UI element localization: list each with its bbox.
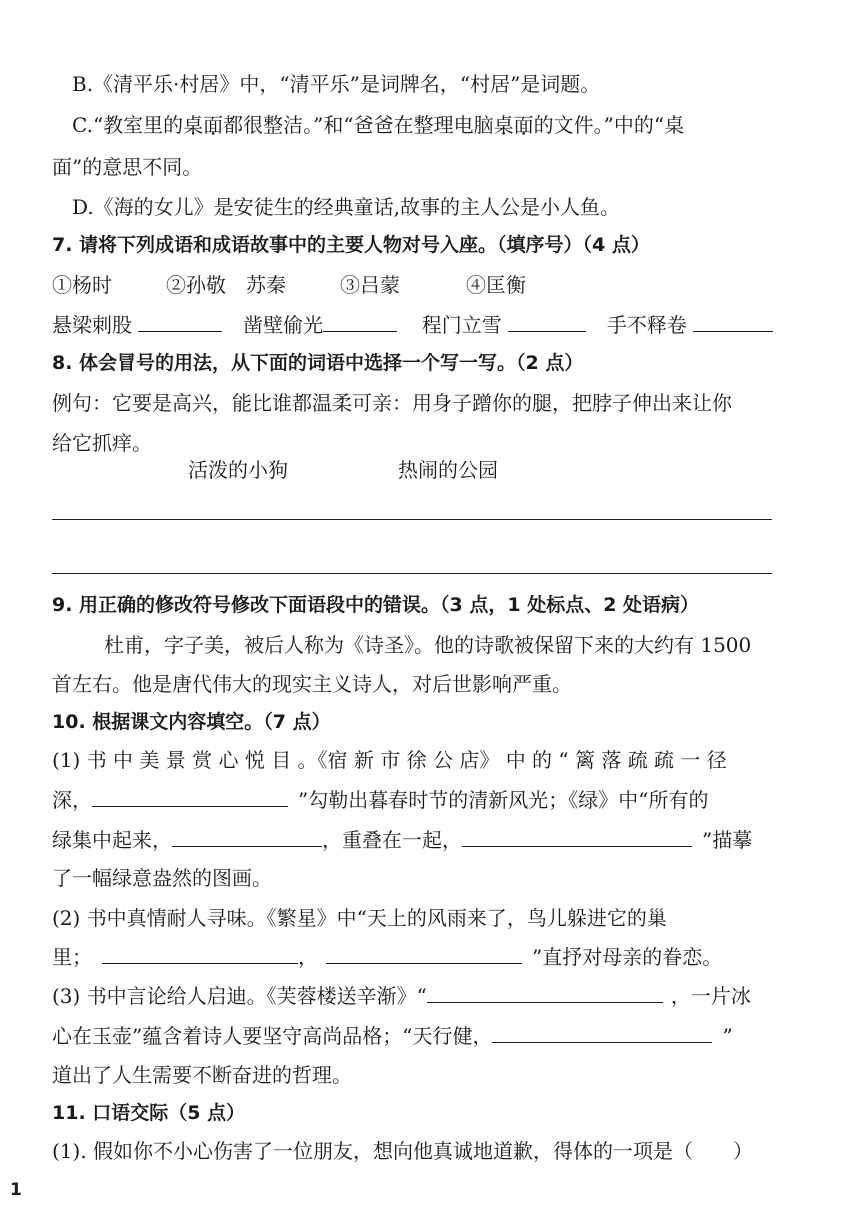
q10-s2-line2 [52,943,722,971]
answer-blank[interactable] [138,313,222,332]
person-3: ③吕蒙 [340,273,400,297]
question-8-title: 8. 体会冒号的用法，从下面的词语中选择一个写一写。（2 点） [52,352,584,374]
answer-blank[interactable] [172,828,322,847]
q9-passage-1: 杜甫，字子美，被后人称为《诗圣》。他的诗歌被保留下来的大约有 1500 [104,633,752,657]
text: ”直抒对母亲的眷恋。 [532,945,723,969]
text: ， [298,945,318,969]
writing-line[interactable] [52,519,772,520]
q10-s1-line1: (1) 书 中 美 景 赏 心 悦 目 。《宿 新 市 徐 公 店》 中 的 “ 篱 落 疏 疏 一 径 [52,748,727,772]
q11-s1: (1). 假如你不小心伤害了一位朋友，想向他真诚地道歉，得体的一项是（ ） [52,1139,754,1163]
text: ，重叠在一起， [322,828,462,852]
question-9-title: 9. 用正确的修改符号修改下面语段中的错误。（3 点，1 处标点、2 处语病） [52,594,700,616]
emphasis-char: 面 [513,113,534,137]
person-4: ④匡衡 [466,273,526,297]
page-number: 1 [10,1180,22,1200]
text: (3) 书中言论给人启迪。《芙蓉楼送辛渐》“ [52,984,427,1008]
q8-example-2: 给它抓痒。 [52,431,152,455]
idiom-4: 手不释卷 [606,313,687,337]
option-c-text-b: 都很整洁。”和“爸爸在整理电脑 [223,113,494,137]
q8-word-2: 热闹的公园 [398,458,498,482]
option-c-text-a: C.“教室里的 [72,113,184,137]
q9-passage-2: 首左右。他是唐代伟大的现实主义诗人，对后世影响严重。 [52,672,572,696]
emphasis-char: 面 [203,113,224,137]
text: ”勾勒出暮春时节的清新风光；《绿》中“所有的 [298,788,709,812]
q7-people [52,271,526,299]
text: 心在玉壶”蕴含着诗人要坚守高尚品格；“天行健， [52,1024,493,1048]
text: 绿集中起来， [52,828,172,852]
q10-s3-line3: 道出了人生需要不断奋进的哲理。 [52,1063,352,1087]
answer-blank[interactable] [462,828,692,847]
idiom-2: 凿壁偷光 [243,313,324,337]
answer-blank[interactable] [427,984,663,1003]
writing-line[interactable] [52,573,772,574]
question-11-title: 11. 口语交际（5 点） [52,1102,246,1124]
idiom-3: 程门立雪 [421,313,502,337]
text: ，一片冰 [670,984,751,1008]
q10-s1-line3 [52,826,752,854]
person-1: ①杨时 [52,273,112,297]
q10-s3-line2 [52,1022,733,1050]
q7-idioms [52,311,773,339]
option-d: D.《海的女儿》是安徒生的经典童话,故事的主人公是小人鱼。 [72,195,621,219]
question-7-title: 7. 请将下列成语和成语故事中的主要人物对号入座。（填序号）（4 点） [52,234,650,256]
q10-s2-line1: (2) 书中真情耐人寻味。《繁星》中“天上的风雨来了，鸟儿躲进它的巢 [52,906,667,930]
q8-word-1: 活泼的小狗 [188,458,288,482]
q10-s1-line4: 了一幅绿意盎然的图画。 [52,866,272,890]
option-c-cont: 面”的意思不同。 [52,155,203,179]
answer-blank[interactable] [102,945,298,964]
text: 里； [52,945,92,969]
text: ” [722,1024,733,1048]
answer-blank[interactable] [323,313,397,332]
answer-blank[interactable] [508,313,586,332]
question-10-title: 10. 根据课文内容填空。（7 点） [52,711,331,733]
emphasis-char: 桌 [493,113,514,137]
answer-blank[interactable] [326,945,522,964]
emphasis-char: 桌 [183,113,204,137]
person-2: ②孙敬 苏秦 [166,273,286,297]
idiom-1: 悬梁刺股 [52,313,132,337]
option-b: B.《清平乐·村居》中，“清平乐”是词牌名，“村居”是词题。 [72,72,601,96]
q10-s1-line2 [52,786,708,814]
text: 深， [52,788,92,812]
answer-blank[interactable] [693,313,773,332]
option-c-text-c: 的文件。”中的“桌 [533,113,685,137]
answer-blank[interactable] [492,1024,712,1043]
text: ”描摹 [702,828,753,852]
option-c [72,111,684,139]
q10-s3-line1 [52,982,751,1010]
q8-example-1: 例句：它要是高兴，能比谁都温柔可亲：用身子蹭你的腿，把脖子伸出来让你 [52,391,732,415]
answer-blank[interactable] [92,788,288,807]
